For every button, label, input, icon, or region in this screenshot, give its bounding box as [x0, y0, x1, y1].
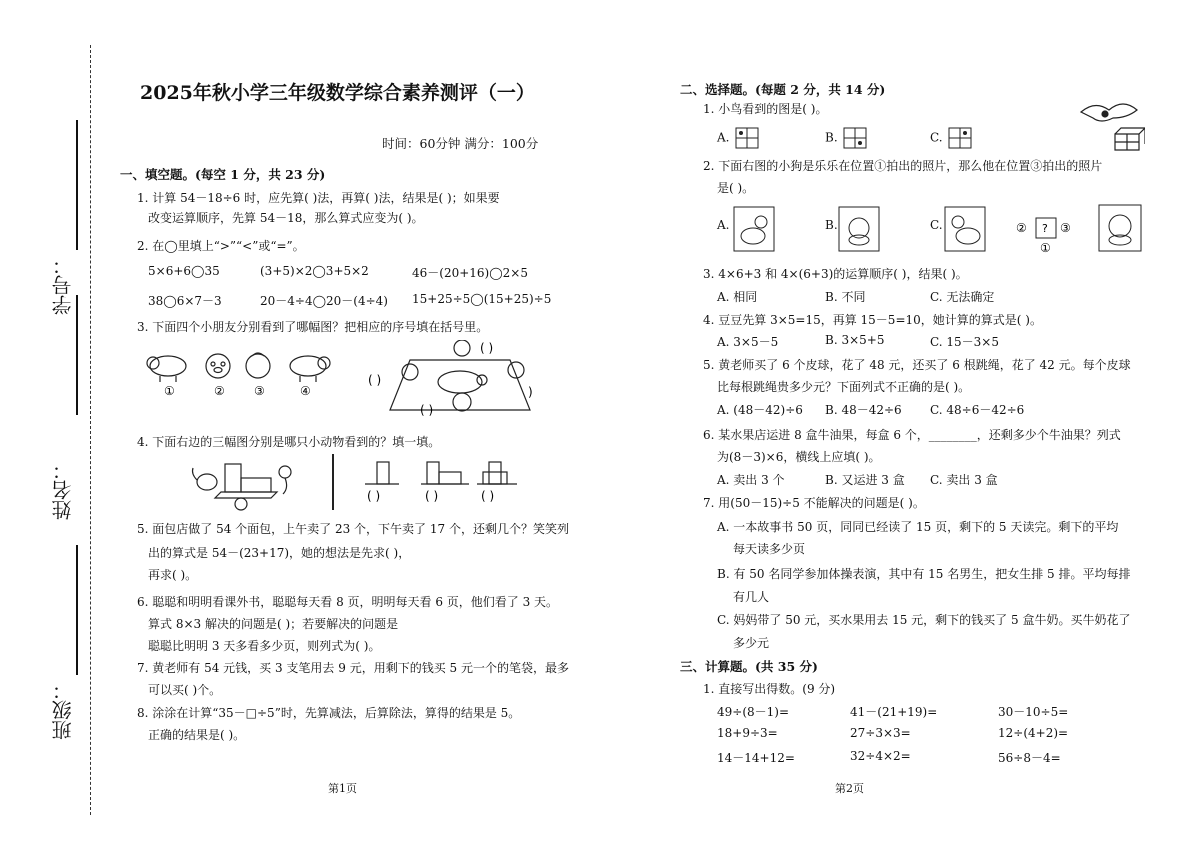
s1-q4: 4. 下面右边的三幅图分别是哪只小动物看到的？填一填。 — [137, 435, 441, 449]
option-label: B. — [825, 218, 838, 232]
bird-on-box-figure — [1075, 98, 1145, 156]
student-no-line — [76, 120, 78, 250]
section2-heading: 二、选择题。(每题 2 分，共 14 分) — [680, 82, 886, 97]
s2-q5-option-c[interactable]: C. 48÷6－42÷6 — [930, 403, 1025, 417]
position-diagram — [1012, 212, 1082, 258]
dog-photo-c-icon — [944, 206, 986, 252]
s1-q5-line2: 出的算式是 54－(23+17)，她的想法是先求( )， — [148, 546, 411, 560]
page-number-1: 第1页 — [328, 782, 357, 795]
svg-text:( ): ( ) — [367, 489, 381, 503]
grid-view-c-icon — [948, 127, 972, 149]
position-3: ③ — [1060, 221, 1071, 235]
s1-q2-item: 5×6+6◯35 — [148, 264, 220, 278]
s1-q7-line2: 可以买( )个。 — [148, 683, 222, 697]
s2-q3: 3. 4×6+3 和 4×(6+3)的运算顺序( )，结果( )。 — [703, 267, 968, 281]
section1-heading: 一、填空题。(每空 1 分，共 23 分) — [120, 167, 326, 182]
s2-q4: 4. 豆豆先算 3×5=15，再算 15－5=10，她计算的算式是( )。 — [703, 313, 1042, 327]
s2-q6-line2: 为(8－3)×6，横线上应填( )。 — [717, 450, 881, 464]
binding-dashed-line — [90, 45, 91, 815]
student-no-line-2 — [76, 295, 78, 415]
option-label: A. — [717, 218, 730, 232]
s1-q1-line1: 1. 计算 54－18÷6 时，应先算( )法，再算( )法，结果是( )；如果要 — [137, 191, 500, 205]
s1-q8-line1: 8. 涂涂在计算“35－□÷5”时，先算减法，后算除法，算得的结果是 5。 — [137, 706, 521, 720]
section3-heading: 三、计算题。(共 35 分) — [680, 659, 818, 674]
svg-text:( ): ( ) — [425, 489, 439, 503]
s2-q2-line1: 2. 下面右图的小狗是乐乐在位置①拍出的照片，那么他在位置③拍出的照片 — [703, 159, 1103, 173]
class-label: 班级： — [51, 680, 75, 740]
s2-q6-option-c[interactable]: C. 卖出 3 盒 — [930, 473, 998, 487]
s1-q3: 3. 下面四个小朋友分别看到了哪幅图？把相应的序号填在括号里。 — [137, 320, 489, 334]
dog-reference-photo-icon — [1098, 204, 1142, 252]
dog-photo-a-icon — [733, 206, 775, 252]
page-number-2: 第2页 — [835, 782, 864, 795]
s2-q3-option-a[interactable]: A. 相同 — [717, 290, 758, 304]
s1-q6-line2: 算式 8×3 解决的问题是( )；若要解决的问题是 — [148, 617, 399, 631]
s2-q7-option-c-line2: 多少元 — [733, 636, 770, 650]
s2-q7: 7. 用(50－15)÷5 不能解决的问题是( )。 — [703, 496, 925, 510]
calc-item: 41－(21+19)= — [850, 705, 938, 719]
svg-text:( ): ( ) — [420, 403, 434, 417]
option-label: C. — [930, 218, 943, 232]
s2-q1-option-a[interactable] — [717, 127, 759, 149]
calc-item: 49÷(8－1)= — [717, 705, 790, 719]
s2-q1-option-c[interactable] — [930, 127, 972, 149]
calc-item: 27÷3×3= — [850, 726, 911, 740]
option-label: A. — [717, 130, 730, 145]
s2-q7-option-b-line2: 有几人 — [733, 590, 770, 604]
s1-q2-item: 46－(20+16)◯2×5 — [412, 266, 528, 280]
q3-num: ③ — [254, 384, 265, 398]
s1-q2-item: 38◯6×7－3 — [148, 294, 222, 308]
s3-q1: 1. 直接写出得数。(9 分) — [703, 682, 836, 696]
s2-q3-option-c[interactable]: C. 无法确定 — [930, 290, 995, 304]
s2-q1-option-b[interactable] — [825, 127, 867, 149]
position-2: ② — [1016, 221, 1027, 235]
s1-q5-line1: 5. 面包店做了 54 个面包，上午卖了 23 个，下午卖了 17 个，还剩几个？笑笑列 — [137, 522, 569, 536]
q3-num: ② — [214, 384, 225, 398]
s2-q5-line1: 5. 黄老师买了 6 个皮球，花了 48 元，还买了 6 根跳绳，花了 42 元。每个皮球 — [703, 358, 1131, 372]
grid-view-b-icon — [843, 127, 867, 149]
calc-item: 32÷4×2= — [850, 749, 911, 763]
s1-q7-line1: 7. 黄老师有 54 元钱，买 3 支笔用去 9 元，用剩下的钱买 5 元一个的笔袋，最多 — [137, 661, 569, 675]
name-line — [76, 545, 78, 675]
s2-q7-option-b-line1[interactable]: B. 有 50 名同学参加体操表演，其中有 15 名男生，把女生排 5 排。平均每排 — [717, 567, 1131, 581]
s2-q2-option-a[interactable] — [717, 218, 729, 232]
s2-q2-line2: 是( )。 — [717, 181, 755, 195]
s1-q6-line1: 6. 聪聪和明明看课外书，聪聪每天看 8 页，明明每天看 6 页，他们看了 3 天。 — [137, 595, 559, 609]
s1-q2-item: 20－4÷4◯20－(4÷4) — [260, 294, 388, 308]
s1-q2-item: (3+5)×2◯3+5×2 — [260, 264, 369, 278]
s2-q4-option-c[interactable]: C. 15－3×5 — [930, 335, 999, 349]
svg-text:( ): ( ) — [368, 373, 382, 387]
s2-q7-option-a-line1[interactable]: A. 一本故事书 50 页，同同已经读了 15 页，剩下的 5 天读完。剩下的平均 — [717, 520, 1119, 534]
page-title: 2025年秋小学三年级数学综合素养测评（一） — [140, 82, 535, 104]
s1-q5-line3: 再求( )。 — [148, 568, 198, 582]
position-unknown: ? — [1042, 222, 1048, 235]
s2-q2-option-c[interactable] — [930, 218, 943, 232]
s2-q6-line1: 6. 某水果店运进 8 盒牛油果，每盒 6 个，________，还剩多少个牛油果？列式 — [703, 428, 1121, 442]
calc-item: 12÷(4+2)= — [998, 726, 1069, 740]
s2-q5-line2: 比每根跳绳贵多少元？下面列式不正确的是( )。 — [717, 380, 971, 394]
option-label: B. — [825, 130, 838, 145]
exam-meta: 时间：60分钟 满分：100分 — [382, 136, 539, 151]
q3-pig-views-figure — [140, 340, 540, 420]
s1-q2-item: 15+25÷5◯(15+25)÷5 — [412, 292, 552, 306]
s1-q6-line3: 聪聪比明明 3 天多看多少页，则列式为( )。 — [148, 639, 381, 653]
s2-q4-option-a[interactable]: A. 3×5－5 — [717, 335, 779, 349]
dog-photo-b-icon — [838, 206, 880, 252]
calc-item: 14－14+12= — [717, 751, 795, 765]
s2-q2-option-b[interactable] — [825, 218, 838, 232]
s2-q1: 1. 小鸟看到的图是( )。 — [703, 102, 828, 116]
calc-item: 18+9÷3= — [717, 726, 778, 740]
s2-q3-option-b[interactable]: B. 不同 — [825, 290, 866, 304]
name-label: 姓名： — [51, 460, 75, 520]
option-label: C. — [930, 130, 943, 145]
s2-q6-option-a[interactable]: A. 卖出 3 个 — [717, 473, 785, 487]
svg-text:( ): ( ) — [481, 489, 495, 503]
s2-q6-option-b[interactable]: B. 又运进 3 盒 — [825, 473, 905, 487]
calc-item: 56÷8－4= — [998, 751, 1061, 765]
s1-q2: 2. 在◯里填上“>”“<”或“=”。 — [137, 239, 305, 253]
q3-num: ① — [164, 384, 175, 398]
s2-q5-option-a[interactable]: A. (48－42)÷6 — [717, 403, 803, 417]
student-no-label: 学号： — [51, 255, 75, 315]
grid-view-a-icon — [735, 127, 759, 149]
q4-views-figure — [185, 452, 525, 512]
s2-q4-option-b[interactable]: B. 3×5+5 — [825, 333, 885, 347]
calc-item: 30－10÷5= — [998, 705, 1069, 719]
s1-q1-line2: 改变运算顺序，先算 54－18，那么算式应变为( )。 — [148, 211, 424, 225]
svg-text:): ) — [528, 385, 533, 399]
s1-q8-line2: 正确的结果是( )。 — [148, 728, 246, 742]
position-1: ① — [1040, 241, 1051, 255]
s2-q5-option-b[interactable]: B. 48－42÷6 — [825, 403, 902, 417]
s2-q7-option-a-line2: 每天读多少页 — [733, 542, 806, 556]
svg-text:( ): ( ) — [480, 341, 494, 355]
s2-q7-option-c-line1[interactable]: C. 妈妈带了 50 元，买水果用去 15 元，剩下的钱买了 5 盒牛奶。买牛奶花了 — [717, 613, 1131, 627]
q3-num: ④ — [300, 384, 311, 398]
